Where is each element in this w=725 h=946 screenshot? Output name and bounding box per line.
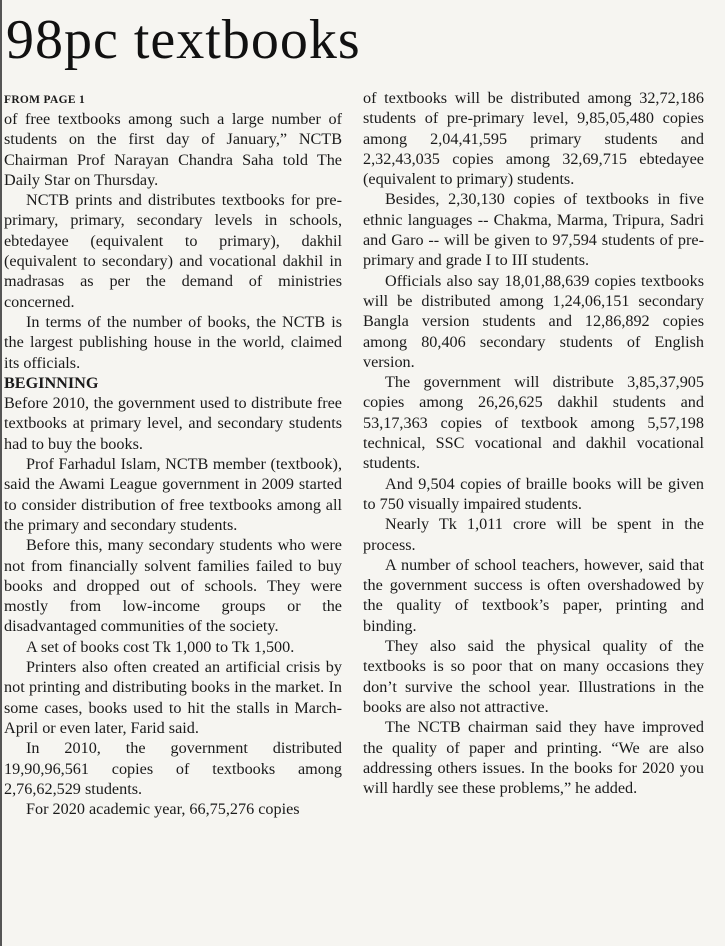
paragraph: Printers also often created an artificial crisis by not printing and distributing books in the market. In some cases, books used to hit the stalls in March-April or even later, Farid said. — [4, 658, 342, 737]
paragraph: In terms of the number of books, the NCTB is the largest publishing house in the world, claimed its officials. — [4, 312, 342, 372]
paragraph: of textbooks will be distributed among 32,72,186 students of pre-primary level, 9,85,05,480 copies among 2,04,41,595 primary students and 2,32,43,035 copies among 32,69,715 ebtedayee (equivalent to primary) students. — [363, 89, 704, 189]
paragraph: of free textbooks among such a large number of students on the first day of January,” NCTB Chairman Prof Narayan Chandra Saha told The Daily Star on Thursday. — [4, 110, 342, 189]
paragraph: The NCTB chairman said they have improved the quality of paper and printing. “We are also addressing others issues. In the books for 2020 you will hardly see these problems,” he added. — [363, 718, 704, 798]
paragraph: Before 2010, the government used to distribute free textbooks at primary level, and secondary students had to buy the books. — [4, 394, 342, 453]
paragraph: The government will distribute 3,85,37,905 copies among 26,26,625 dakhil students and 53,17,363 copies of textbook among 5,57,198 technical, SSC vocational and dakhil vocational students. — [363, 373, 704, 473]
paragraph: For 2020 academic year, 66,75,276 copies — [26, 800, 300, 819]
kicker: FROM PAGE 1 — [4, 94, 86, 106]
headline: 98pc textbooks — [6, 9, 361, 71]
paragraph: NCTB prints and distributes textbooks for pre-primary, primary, secondary levels in schools, ebtedayee (equivalent to primary), dakhil (equivalent to secondary) and vocational dakhil in madrasas as per the demand of ministries concerned. — [4, 191, 342, 311]
paragraph: And 9,504 copies of braille books will be given to 750 visually impaired students. — [363, 474, 704, 513]
paragraph: In 2010, the government distributed 19,90,96,561 copies of textbooks among 2,76,62,529 students. — [4, 739, 342, 798]
paragraph: Officials also say 18,01,88,639 copies textbooks will be distributed among 1,24,06,151 secondary Bangla version students and 12,86,892 copies among 80,406 secondary students of English version. — [363, 271, 704, 371]
clipping-edge — [0, 0, 2, 946]
paragraph: Prof Farhadul Islam, NCTB member (textbook), said the Awami League government in 2009 started to consider distribution of free textbooks among all the primary and secondary students. — [4, 455, 342, 534]
right-column — [363, 88, 704, 798]
paragraph: Nearly Tk 1,011 crore will be spent in the process. — [363, 515, 704, 554]
paragraph: Before this, many secondary students who were not from financially solvent families failed to buy books and dropped out of schools. They were mostly from low-income groups or the disadvantaged communities of the society. — [4, 536, 342, 636]
left-column — [4, 91, 342, 819]
paragraph: A number of school teachers, however, said that the government success is often overshadowed by the quality of textbook’s paper, printing and binding. — [363, 555, 704, 635]
subheading: BEGINNING — [4, 373, 99, 392]
paragraph: They also said the physical quality of the textbooks is so poor that on many occasions they don’t survive the school year. Illustrations in the books are also not attractive. — [363, 637, 704, 716]
paragraph: Besides, 2,30,130 copies of textbooks in five ethnic languages -- Chakma, Marma, Tripura, Sadri and Garo -- will be given to 97,594 students of pre-primary and grade I to III students. — [363, 190, 704, 270]
paragraph: A set of books cost Tk 1,000 to Tk 1,500. — [26, 637, 295, 656]
